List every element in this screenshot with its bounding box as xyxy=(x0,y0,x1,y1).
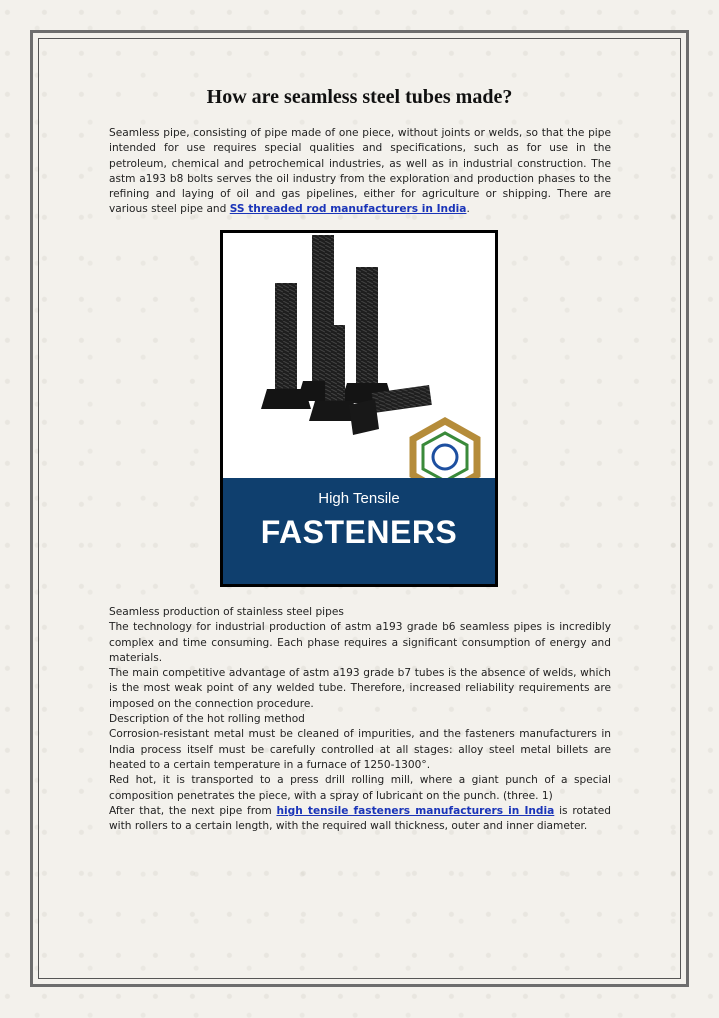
high-tensile-fasteners-link[interactable]: high tensile fasteners manufacturers in India xyxy=(276,804,555,817)
bolts-photo-icon xyxy=(223,233,495,478)
banner-subtitle: High Tensile xyxy=(318,490,400,507)
ss-threaded-rod-link[interactable]: SS threaded rod manufacturers in India xyxy=(229,203,467,216)
body-paragraph: The main competitive advantage of astm a193 grade b7 tubes is the absence of welds, which is the most weak point of any welded tube. Therefore, increased reliability requirements are imposed on the connection procedure. xyxy=(109,667,611,710)
body-line: Seamless production of stainless steel pipes xyxy=(109,606,344,618)
body-paragraph: Corrosion-resistant metal must be cleaned of impurities, and the fasteners manufacturers in India process itself must be carefully controlled at all stages: alloy steel metal billets are heated to a certain temperature in a furnace of 1250-1300°. xyxy=(109,728,611,771)
body-line: Description of the hot rolling method xyxy=(109,713,305,726)
body-text xyxy=(109,605,611,834)
body-paragraph: The technology for industrial production of astm a193 grade b6 seamless pipes is incredibly complex and time consuming. Each phase requires a significant consumption of energy and materials. xyxy=(109,621,611,664)
body-text-segment: After that, the next pipe from xyxy=(109,804,277,817)
body-paragraph-last xyxy=(109,804,611,835)
fasteners-image xyxy=(220,230,498,587)
body-paragraph: Red hot, it is transported to a press drill rolling mill, where a giant punch of a special composition penetrates the piece, with a spray of lubricant on the punch. (three. 1) xyxy=(109,774,611,802)
image-banner xyxy=(223,478,495,584)
page-title: How are seamless steel tubes made? xyxy=(206,86,513,108)
intro-text-end: . xyxy=(466,203,470,216)
banner-title: FASTENERS xyxy=(260,514,458,550)
body-text-segment: is rotated with rollers to a certain length, with the required wall thickness, outer and inner diameter. xyxy=(109,804,611,833)
intro-paragraph xyxy=(109,126,611,218)
intro-text: Seamless pipe, consisting of pipe made of one piece, without joints or welds, so that the pipe intended for use requires special qualities and specifications, such as for use in the petroleum, chemical and petrochemical industries, as well as in industrial construction. The astm a193 b8 bolts serves the oil industry from the exploration and production phases to the refining and laying of oil and gas pipelines, either for agriculture or shipping. There are various steel pipe and xyxy=(109,127,611,216)
